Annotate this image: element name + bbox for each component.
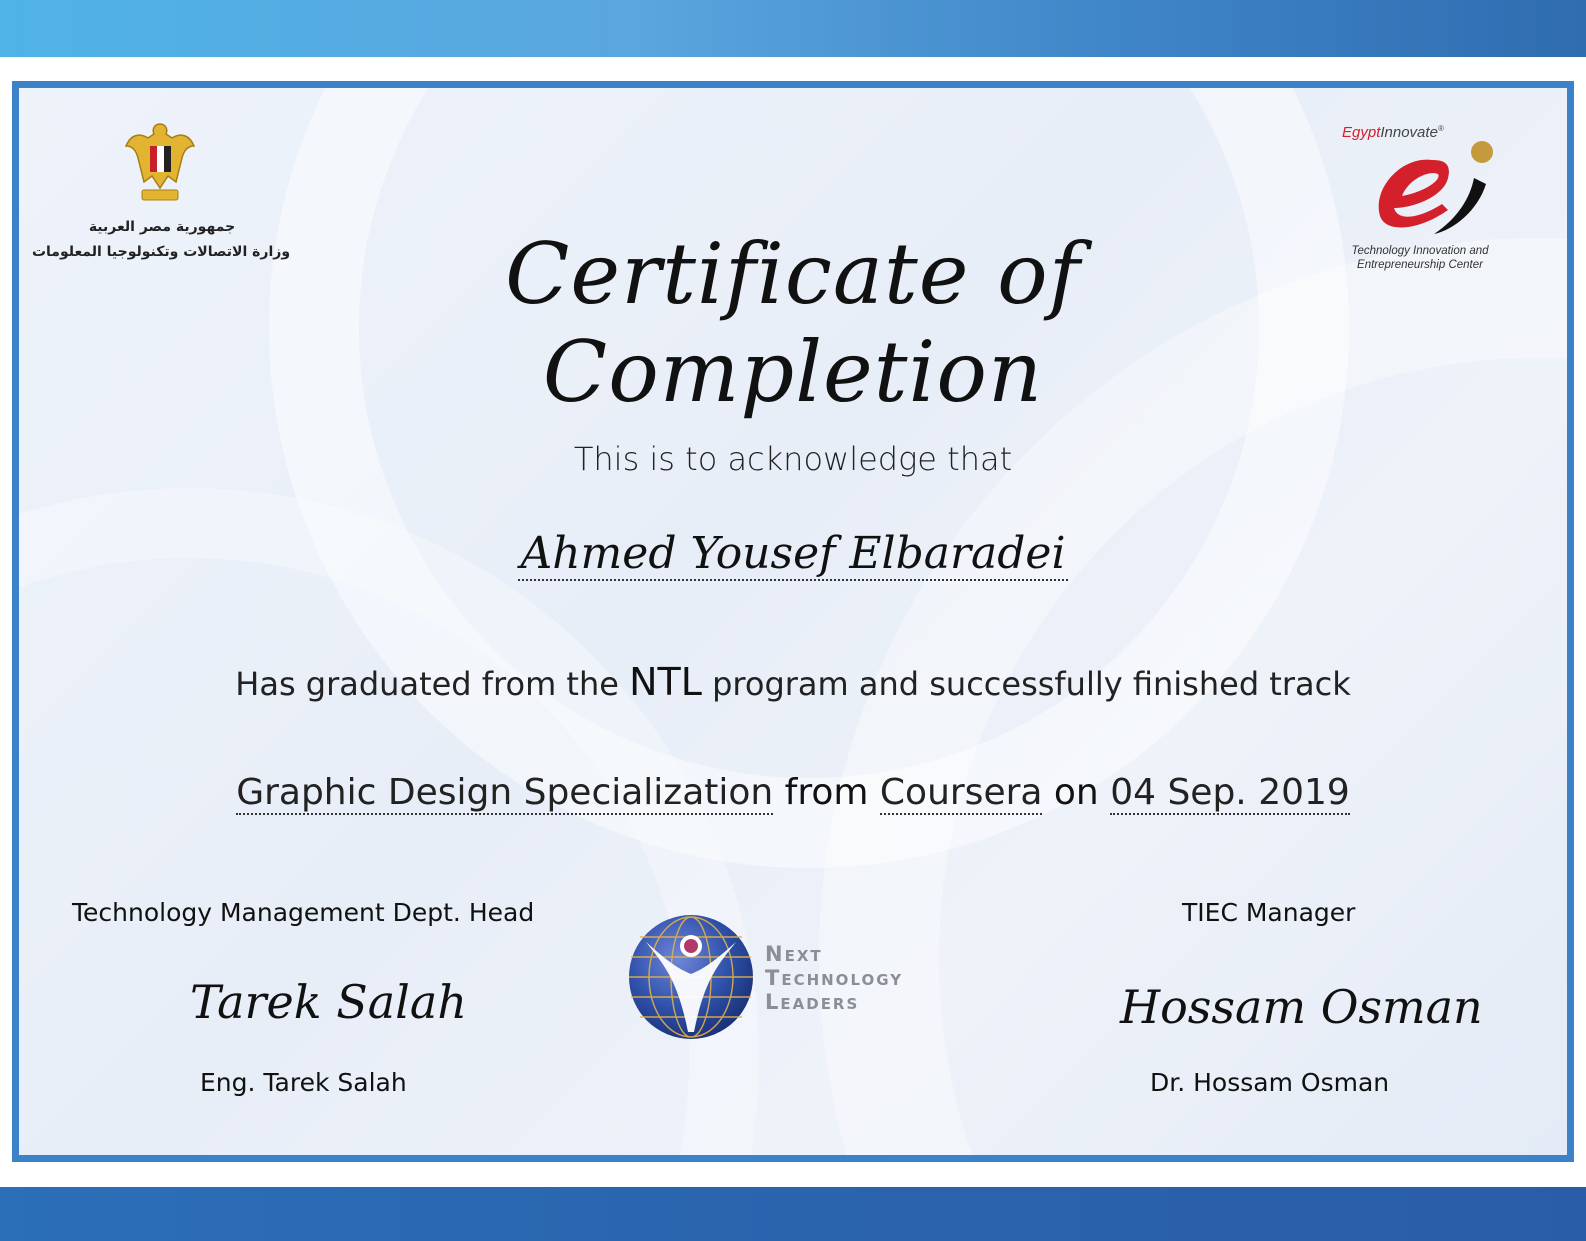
acknowledge-line: This is to acknowledge that [573, 440, 1013, 478]
completion-date: 04 Sep. 2019 [1110, 772, 1350, 813]
program-name: NTL [629, 660, 702, 704]
graduation-statement: Has graduated from the NTL program and successfully finished track [235, 660, 1351, 704]
ntl-word-technology: Technology [765, 966, 904, 990]
right-signer-role: TIEC Manager [1182, 898, 1356, 927]
ntl-word-next: Next [765, 942, 823, 966]
ministry-arabic-line1: جمهورية مصر العربية [88, 219, 236, 235]
recipient-name: Ahmed Yousef Elbaradei [520, 528, 1066, 579]
provider-name: Coursera [879, 772, 1043, 813]
left-signature: Tarek Salah [190, 975, 467, 1029]
track-name: Graphic Design Specialization [236, 772, 774, 813]
top-color-band [0, 0, 1586, 57]
egypt-eagle-emblem-icon [124, 118, 196, 210]
tiec-caption: Technology Innovation and Entrepreneurship Center [1351, 245, 1489, 271]
ntl-word-leaders: Leaders [765, 990, 860, 1014]
egyptinnovate-wordmark: EgyptInnovate® [1342, 124, 1444, 141]
ntl-globe-logo-icon [626, 912, 756, 1042]
track-line: Graphic Design Specialization from Coursera on 04 Sep. 2019 [236, 772, 1350, 813]
left-signer-name: Eng. Tarek Salah [200, 1068, 407, 1097]
egyptinnovate-ei-logo-icon [1362, 138, 1502, 238]
left-signer-role: Technology Management Dept. Head [72, 898, 535, 927]
right-signer-name: Dr. Hossam Osman [1150, 1068, 1390, 1097]
right-signature: Hossam Osman [1120, 980, 1483, 1034]
ministry-arabic-line2: وزارة الاتصالات وتكنولوجيا المعلومات [31, 244, 291, 260]
certificate-title: Certificate of Completion [505, 225, 1081, 421]
bottom-color-band [0, 1187, 1586, 1241]
